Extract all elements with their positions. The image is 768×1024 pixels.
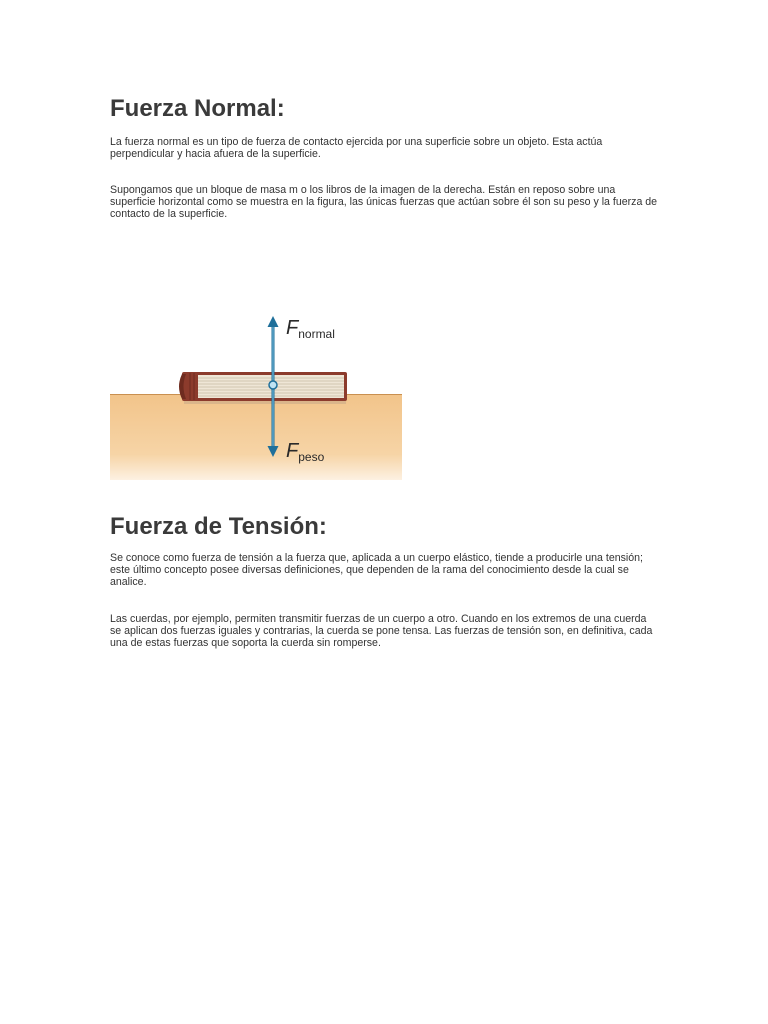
weight-force-label: $F_{peso}$ [286, 440, 325, 464]
normal-force-label: $F_{normal}$ [286, 317, 335, 341]
paragraph-normal-force-example: Supongamos que un bloque de masa m o los libros de la imagen de la derecha. Están en reposo sobre una superficie horizontal como se muestra en la figura, las únicas fuerzas que actúan sobre él son su peso y la fuerza de contacto de la superficie. [110, 184, 658, 221]
book-on-surface-illustration [110, 312, 402, 480]
section-title-normal-force: Fuerza Normal: [110, 95, 285, 122]
normal-force-arrow-icon [268, 316, 279, 327]
normal-force-diagram [110, 312, 402, 480]
center-point-icon [269, 381, 277, 389]
paragraph-tension-example: Las cuerdas, por ejemplo, permiten transmitir fuerzas de un cuerpo a otro. Cuando en los extremos de una cuerda se aplican dos fuerzas iguales y contrarias, la cuerda se pone tensa. Las fuerzas de tensión son, en definitiva, cada una de estas fuerzas que soporta la cuerda sin romperse. [110, 613, 653, 650]
book-illustration [179, 372, 347, 404]
paragraph-tension-definition: Se conoce como fuerza de tensión a la fuerza que, aplicada a un cuerpo elástico, tiende a producirle una tensión; este último concepto posee diversas definiciones, que dependen de la rama del conocimiento desde la cual se analice. [110, 552, 643, 589]
section-title-tension-force: Fuerza de Tensión: [110, 513, 327, 540]
table-surface [110, 394, 402, 480]
paragraph-normal-force-definition: La fuerza normal es un tipo de fuerza de contacto ejercida por una superficie sobre un objeto. Esta actúa perpendicular y hacia afuera de la superficie. [110, 136, 603, 161]
